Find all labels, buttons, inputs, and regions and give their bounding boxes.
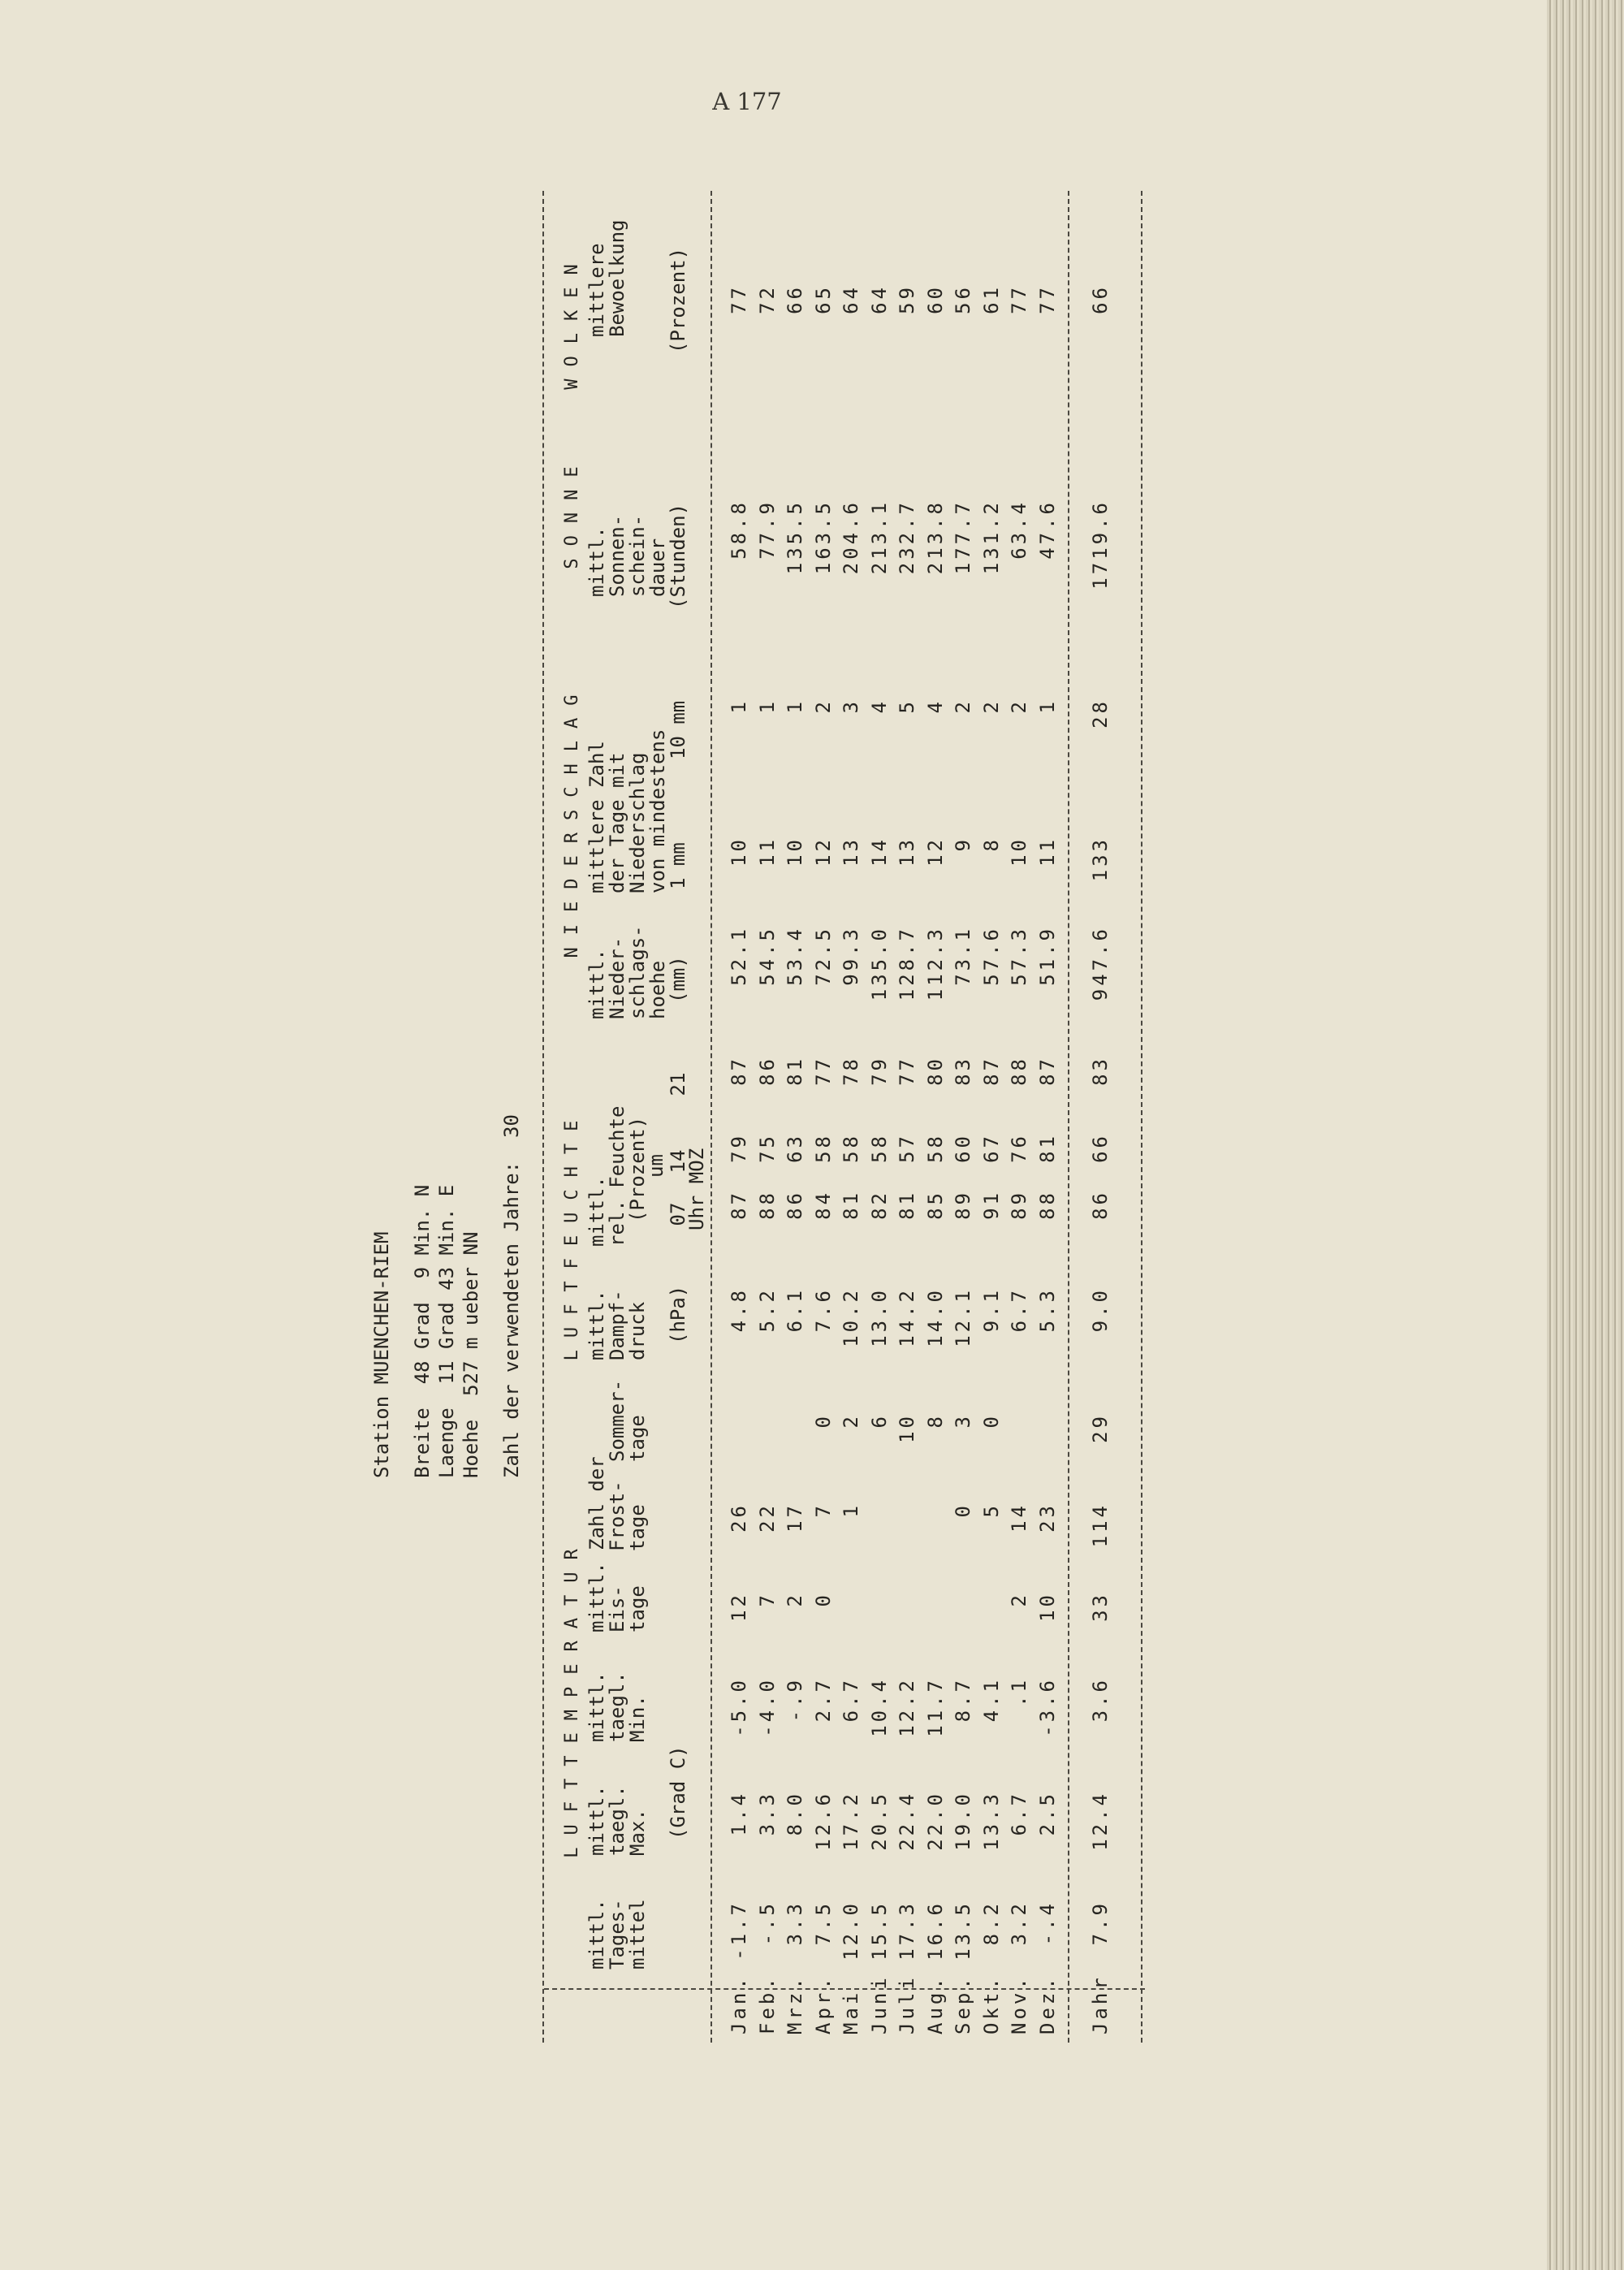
rotated-climate-table — [325, 162, 1259, 2112]
header-sonne-3: schein- — [626, 514, 649, 597]
cell-tx: 12.4 — [1089, 1791, 1112, 1851]
cell-n1: 9 — [952, 837, 974, 852]
cell-f07: 86 — [1089, 1190, 1112, 1220]
cell-tm: 8.2 — [979, 1900, 1003, 1946]
station-years: Zahl der verwendeten Jahre: 30 — [500, 1114, 523, 1478]
cell-frost: 17 — [784, 1503, 806, 1533]
cell-eis: 2 — [1008, 1592, 1030, 1607]
cell-rr: 57.3 — [1008, 926, 1030, 986]
cell-tm: 12.0 — [840, 1900, 862, 1961]
cell-f21: 86 — [755, 1056, 779, 1086]
header-unit-prozent: (Prozent) — [667, 247, 689, 353]
cell-frost: 1 — [840, 1503, 862, 1518]
cell-tn: -5.0 — [728, 1677, 750, 1737]
cell-tn: 12.2 — [896, 1677, 918, 1737]
cell-dd: 9.1 — [979, 1287, 1003, 1333]
rule-below-header — [710, 191, 712, 2043]
cell-bw: 77 — [728, 284, 750, 314]
cell-m: Sep. — [952, 1974, 974, 2034]
cell-bw: 60 — [923, 284, 947, 314]
header-sommertage-1: Sommer- — [606, 1379, 628, 1462]
cell-f07: 85 — [923, 1190, 947, 1220]
cell-dd: 6.7 — [1008, 1287, 1030, 1333]
header-threshold-10mm: 10 mm — [667, 700, 689, 759]
cell-rr: 72.5 — [811, 926, 835, 986]
header-unit-stunden: (Stunden) — [667, 503, 689, 609]
header-unit-mm: (mm) — [667, 956, 689, 1003]
cell-f21: 87 — [1035, 1056, 1059, 1086]
table-row — [755, 162, 783, 2112]
header-bewoelk-2: Bewoelkung — [606, 219, 628, 337]
station-altitude: Hoehe 527 m ueber NN — [460, 1231, 482, 1478]
group-niederschlag: NIEDERSCHLAG — [562, 682, 582, 958]
table-row — [811, 162, 839, 2112]
cell-n10: 2 — [979, 698, 1003, 714]
header-sonne-1: mittl. — [585, 526, 608, 597]
cell-f21: 81 — [784, 1056, 806, 1086]
rule-bottom — [1141, 191, 1142, 2043]
cell-f07: 88 — [1035, 1190, 1059, 1220]
station-longitude: Laenge 11 Grad 43 Min. E — [435, 1184, 458, 1478]
page-edges — [1547, 0, 1624, 2270]
header-bewoelk-1: mittlere — [585, 243, 608, 337]
cell-sd: 47.6 — [1035, 499, 1059, 560]
table-row — [923, 162, 951, 2112]
cell-f21: 83 — [952, 1056, 974, 1086]
cell-frost: 26 — [728, 1503, 750, 1533]
cell-rr: 54.5 — [755, 926, 779, 986]
cell-f14: 58 — [923, 1133, 947, 1163]
cell-eis: 33 — [1089, 1592, 1112, 1622]
cell-f14: 76 — [1008, 1133, 1030, 1163]
year-row — [1088, 162, 1116, 2112]
cell-eis: 12 — [728, 1592, 750, 1622]
cell-sd: 163.5 — [811, 499, 835, 575]
header-nieder-2: Nieder- — [606, 936, 628, 1019]
cell-m: Jahr — [1089, 1974, 1112, 2034]
cell-n10: 2 — [811, 698, 835, 714]
cell-tm: 17.3 — [896, 1900, 918, 1961]
cell-som: 3 — [952, 1413, 974, 1429]
cell-tm: -.5 — [755, 1900, 779, 1946]
cell-tx: 3.3 — [755, 1791, 779, 1836]
cell-m: Mrz. — [784, 1974, 806, 2034]
cell-m: Aug. — [923, 1974, 947, 2034]
header-tmin-2: taegl. — [606, 1671, 628, 1742]
cell-f07: 89 — [952, 1190, 974, 1220]
header-sommertage-2: tage — [626, 1415, 649, 1462]
cell-f21: 87 — [979, 1056, 1003, 1086]
cell-m: Feb. — [755, 1974, 779, 2034]
cell-som: 10 — [896, 1413, 918, 1443]
cell-rr: 51.9 — [1035, 926, 1059, 986]
cell-sd: 77.9 — [755, 499, 779, 560]
cell-f21: 88 — [1008, 1056, 1030, 1086]
cell-sd: 177.7 — [952, 499, 974, 575]
page-number: A 177 — [712, 88, 782, 115]
cell-n1: 10 — [728, 837, 750, 867]
header-nieder-3: schlags- — [626, 925, 649, 1019]
cell-bw: 64 — [840, 284, 862, 314]
header-sonne-4: dauer — [646, 538, 669, 597]
cell-f21: 80 — [923, 1056, 947, 1086]
cell-tm: -.4 — [1035, 1900, 1059, 1946]
cell-n10: 4 — [923, 698, 947, 714]
cell-sd: 58.8 — [728, 499, 750, 560]
cell-f21: 77 — [811, 1056, 835, 1086]
cell-tx: 13.3 — [979, 1791, 1003, 1851]
cell-frost: 7 — [811, 1503, 835, 1518]
cell-dd: 5.2 — [755, 1287, 779, 1333]
cell-f14: 58 — [867, 1133, 891, 1163]
cell-tm: 3.2 — [1008, 1900, 1030, 1946]
cell-n1: 11 — [755, 837, 779, 867]
header-nieder-4: hoehe — [646, 960, 669, 1019]
cell-tx: 1.4 — [728, 1791, 750, 1836]
cell-n1: 13 — [896, 837, 918, 867]
table-row — [727, 162, 754, 2112]
cell-n10: 1 — [1035, 698, 1059, 714]
cell-n10: 1 — [728, 698, 750, 714]
cell-rr: 112.3 — [923, 926, 947, 1001]
cell-tn: .1 — [1008, 1677, 1030, 1707]
cell-tm: 7.5 — [811, 1900, 835, 1946]
header-eistage-2: tage — [626, 1585, 649, 1632]
cell-dd: 7.6 — [811, 1287, 835, 1333]
cell-tn: 3.6 — [1089, 1677, 1112, 1723]
cell-n10: 2 — [1008, 698, 1030, 714]
cell-f14: 63 — [784, 1133, 806, 1163]
cell-sd: 232.7 — [896, 499, 918, 575]
cell-eis: 2 — [784, 1592, 806, 1607]
cell-rr: 52.1 — [728, 926, 750, 986]
table-row — [1007, 162, 1034, 2112]
cell-n10: 3 — [840, 698, 862, 714]
cell-eis: 10 — [1035, 1592, 1059, 1622]
cell-rr: 53.4 — [784, 926, 806, 986]
header-tmax-1: mittl. — [585, 1785, 608, 1856]
cell-tx: 19.0 — [952, 1791, 974, 1851]
cell-sd: 63.4 — [1008, 499, 1030, 560]
group-wolken: WOLKEN — [562, 252, 582, 390]
cell-sd: 1719.6 — [1089, 499, 1112, 590]
cell-frost: 22 — [755, 1503, 779, 1533]
cell-tn: -4.0 — [755, 1677, 779, 1737]
cell-bw: 65 — [811, 284, 835, 314]
cell-f21: 83 — [1089, 1056, 1112, 1086]
cell-rr: 128.7 — [896, 926, 918, 1001]
cell-tx: 22.0 — [923, 1791, 947, 1851]
cell-bw: 72 — [755, 284, 779, 314]
cell-sd: 135.5 — [784, 499, 806, 575]
group-sonne: SONNE — [562, 454, 582, 569]
header-eistage-1: Eis- — [606, 1585, 628, 1632]
cell-bw: 77 — [1035, 284, 1059, 314]
header-tmax-2: taegl. — [606, 1785, 628, 1856]
table-row — [1035, 162, 1063, 2112]
cell-rr: 99.3 — [840, 926, 862, 986]
cell-tn: 6.7 — [840, 1677, 862, 1723]
cell-tx: 2.5 — [1035, 1791, 1059, 1836]
cell-f14: 58 — [811, 1133, 835, 1163]
cell-n1: 10 — [784, 837, 806, 867]
header-tmax-3: Max. — [626, 1809, 649, 1856]
cell-n10: 2 — [952, 698, 974, 714]
cell-rr: 135.0 — [867, 926, 891, 1001]
cell-som: 2 — [840, 1413, 862, 1429]
cell-f21: 87 — [728, 1056, 750, 1086]
cell-tm: 7.9 — [1089, 1900, 1112, 1946]
cell-som: 29 — [1089, 1413, 1112, 1443]
header-zahl-der: mittl. Zahl der — [585, 1456, 608, 1632]
group-luftfeuchte: LUFTFEUCHTE — [562, 1108, 582, 1361]
cell-n1: 12 — [923, 837, 947, 867]
cell-eis: 0 — [811, 1592, 835, 1607]
cell-f14: 81 — [1035, 1133, 1059, 1163]
header-sonne-2: Sonnen- — [606, 514, 628, 597]
header-tmin-3: Min. — [626, 1695, 649, 1742]
cell-tm: -1.7 — [728, 1900, 750, 1961]
cell-n1: 8 — [979, 837, 1003, 852]
cell-f14: 58 — [840, 1133, 862, 1163]
cell-f21: 78 — [840, 1056, 862, 1086]
station-name: Station MUENCHEN-RIEM — [370, 1231, 393, 1478]
group-lufttemperatur: LUFTTEMPERATUR — [562, 1537, 582, 1858]
cell-tm: 13.5 — [952, 1900, 974, 1961]
cell-bw: 56 — [952, 284, 974, 314]
cell-n1: 11 — [1035, 837, 1059, 867]
cell-m: Juli — [896, 1974, 918, 2034]
cell-sd: 204.6 — [840, 499, 862, 575]
cell-f21: 77 — [896, 1056, 918, 1086]
cell-n1: 10 — [1008, 837, 1030, 867]
cell-f14: 79 — [728, 1133, 750, 1163]
cell-m: Okt. — [979, 1974, 1003, 2034]
header-tmin-1: mittl. — [585, 1671, 608, 1742]
cell-bw: 66 — [784, 284, 806, 314]
cell-dd: 4.8 — [728, 1287, 750, 1333]
cell-dd: 14.2 — [896, 1287, 918, 1347]
cell-tx: 6.7 — [1008, 1791, 1030, 1836]
table-row — [951, 162, 978, 2112]
cell-tn: 2.7 — [811, 1677, 835, 1723]
cell-m: Jan. — [728, 1974, 750, 2034]
cell-dd: 10.2 — [840, 1287, 862, 1347]
header-dampf-1: mittl. — [585, 1290, 608, 1360]
cell-n10: 5 — [896, 698, 918, 714]
cell-m: Dez. — [1035, 1974, 1059, 2034]
cell-f07: 81 — [896, 1190, 918, 1220]
cell-som: 0 — [979, 1413, 1003, 1429]
cell-f14: 67 — [979, 1133, 1003, 1163]
header-unit-hpa: (hPa) — [667, 1285, 689, 1344]
cell-sd: 213.1 — [867, 499, 891, 575]
cell-n10: 1 — [755, 698, 779, 714]
cell-eis: 7 — [755, 1592, 779, 1607]
header-dampf-2: Dampf- — [606, 1290, 628, 1360]
cell-rr: 947.6 — [1089, 926, 1112, 1001]
cell-bw: 59 — [896, 284, 918, 314]
table-row — [839, 162, 866, 2112]
cell-f07: 88 — [755, 1190, 779, 1220]
cell-tn: 11.7 — [923, 1677, 947, 1737]
cell-tx: 20.5 — [867, 1791, 891, 1851]
header-tagemit-1: mittlere Zahl — [585, 741, 608, 893]
cell-n1: 12 — [811, 837, 835, 867]
cell-dd: 9.0 — [1089, 1287, 1112, 1333]
cell-frost: 14 — [1008, 1503, 1030, 1533]
header-tagemit-2: der Tage mit — [606, 752, 628, 893]
header-tagemit-4: von mindestens — [646, 729, 669, 893]
cell-frost: 5 — [979, 1503, 1003, 1518]
cell-frost: 114 — [1089, 1503, 1112, 1548]
cell-f07: 89 — [1008, 1190, 1030, 1220]
cell-f07: 82 — [867, 1190, 891, 1220]
cell-tm: 15.5 — [867, 1900, 891, 1961]
cell-f21: 79 — [867, 1056, 891, 1086]
cell-f14: 57 — [896, 1133, 918, 1163]
cell-dd: 14.0 — [923, 1287, 947, 1347]
cell-f07: 84 — [811, 1190, 835, 1220]
table-row — [867, 162, 895, 2112]
cell-m: Apr. — [811, 1974, 835, 2034]
cell-som: 6 — [867, 1413, 891, 1429]
cell-tx: 12.6 — [811, 1791, 835, 1851]
cell-m: Mai — [840, 1989, 862, 2034]
rule-above-year — [1068, 191, 1069, 2043]
rule-top — [542, 191, 544, 2043]
header-feuchte-3: (Prozent) — [626, 1116, 649, 1222]
cell-sd: 131.2 — [979, 499, 1003, 575]
cell-som: 0 — [811, 1413, 835, 1429]
header-tmean-1: mittl. — [585, 1899, 608, 1969]
header-nieder-1: mittl. — [585, 949, 608, 1019]
cell-bw: 61 — [979, 284, 1003, 314]
cell-f07: 81 — [840, 1190, 862, 1220]
cell-frost: 0 — [952, 1503, 974, 1518]
cell-tn: 4.1 — [979, 1677, 1003, 1723]
cell-bw: 77 — [1008, 284, 1030, 314]
header-hour-14: 14 — [667, 1149, 689, 1174]
cell-dd: 5.3 — [1035, 1287, 1059, 1333]
cell-f07: 86 — [784, 1190, 806, 1220]
cell-som: 8 — [923, 1413, 947, 1429]
cell-tx: 17.2 — [840, 1791, 862, 1851]
cell-f14: 60 — [952, 1133, 974, 1163]
header-unit-temp: (Grad C) — [667, 1745, 689, 1840]
header-dampf-3: druck — [626, 1301, 649, 1360]
cell-m: Nov. — [1008, 1974, 1030, 2034]
header-tagemit-3: Niederschlag — [626, 752, 649, 893]
cell-f07: 91 — [979, 1190, 1003, 1220]
table-row — [895, 162, 922, 2112]
cell-f14: 66 — [1089, 1133, 1112, 1163]
cell-n10: 28 — [1089, 698, 1112, 729]
header-feuchte-4: um — [645, 1154, 667, 1178]
cell-dd: 12.1 — [952, 1287, 974, 1347]
table-row — [979, 162, 1007, 2112]
cell-dd: 13.0 — [867, 1287, 891, 1347]
cell-n10: 1 — [784, 698, 806, 714]
cell-m: Juni — [867, 1974, 891, 2034]
cell-rr: 57.6 — [979, 926, 1003, 986]
cell-frost: 23 — [1035, 1503, 1059, 1533]
cell-bw: 64 — [867, 284, 891, 314]
cell-n1: 133 — [1089, 837, 1112, 882]
cell-tx: 22.4 — [896, 1791, 918, 1851]
cell-tm: 16.6 — [923, 1900, 947, 1961]
cell-bw: 66 — [1089, 284, 1112, 314]
cell-tn: 10.4 — [867, 1677, 891, 1737]
cell-dd: 6.1 — [784, 1287, 806, 1333]
cell-f14: 75 — [755, 1133, 779, 1163]
header-tmean-2: Tages- — [606, 1899, 628, 1969]
header-frosttage-2: tage — [626, 1504, 649, 1551]
header-uhr-moz: Uhr MOZ — [685, 1148, 708, 1230]
cell-tn: -.9 — [784, 1677, 806, 1723]
header-hour-21: 21 — [667, 1072, 689, 1096]
station-latitude: Breite 48 Grad 9 Min. N — [411, 1184, 434, 1478]
cell-f07: 87 — [728, 1190, 750, 1220]
header-hour-07: 07 — [667, 1202, 689, 1226]
cell-tx: 8.0 — [784, 1791, 806, 1836]
header-feuchte-2: rel. Feuchte — [606, 1105, 628, 1247]
cell-n1: 14 — [867, 837, 891, 867]
header-frosttage-1: Frost- — [606, 1481, 628, 1551]
cell-sd: 213.8 — [923, 499, 947, 575]
cell-tn: 8.7 — [952, 1677, 974, 1723]
table-row — [783, 162, 810, 2112]
cell-n10: 4 — [867, 698, 891, 714]
cell-rr: 73.1 — [952, 926, 974, 986]
header-feuchte-1: mittl. — [585, 1176, 608, 1247]
header-tmean-3: mittel — [626, 1899, 649, 1969]
cell-tn: -3.6 — [1035, 1677, 1059, 1737]
header-threshold-1mm: 1 mm — [667, 842, 689, 889]
cell-n1: 13 — [840, 837, 862, 867]
cell-tm: 3.3 — [784, 1900, 806, 1946]
